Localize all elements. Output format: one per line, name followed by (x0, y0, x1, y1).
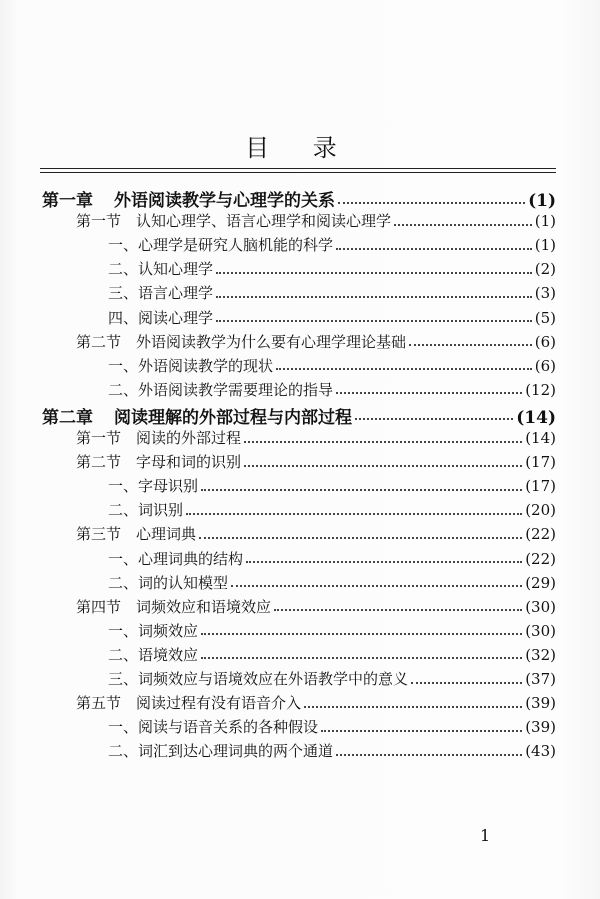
toc-leader-dots (321, 730, 522, 732)
title-rule-top (40, 168, 556, 169)
toc-leader-dots (411, 682, 522, 684)
toc-leader-dots (216, 320, 532, 322)
toc-entry-title: 字母和词的识别 (136, 453, 242, 472)
toc-entry-page: (1) (534, 212, 556, 231)
toc-entry-page: (30) (525, 621, 556, 640)
toc-entry-title: 心理词典的结构 (138, 549, 244, 568)
toc-entry-number: 第四节 (76, 597, 122, 616)
toc-entry-number: 一、 (108, 718, 139, 737)
toc-leader-dots (336, 754, 522, 756)
toc-entry-page: (17) (525, 477, 556, 496)
toc-subsection-entry (108, 572, 556, 593)
toc-leader-dots (201, 489, 522, 491)
toc-entry-number: 一、 (108, 236, 139, 255)
toc-chapter-entry (42, 186, 556, 211)
toc-entry-number: 二、 (108, 573, 139, 592)
toc-entry-page: (22) (525, 549, 556, 568)
toc-entry-number: 二、 (108, 645, 139, 664)
toc-leader-dots (276, 368, 532, 370)
toc-entry-title: 外语阅读教学与心理学的关系 (114, 191, 335, 211)
toc-subsection-entry (108, 355, 556, 376)
toc-subsection-entry (108, 499, 556, 520)
toc-entry-number: 一、 (108, 549, 139, 568)
toc-entry-page: (29) (525, 573, 556, 592)
toc-leader-dots (231, 585, 522, 587)
toc-subsection-entry (108, 740, 556, 761)
toc-entry-title: 词频效应和语境效应 (136, 597, 272, 616)
toc-entry-page: (1) (534, 236, 556, 255)
toc-leader-dots (355, 418, 513, 420)
toc-entry-page: (20) (525, 501, 556, 520)
toc-entry-page: (30) (525, 597, 556, 616)
toc-entry-page: (39) (525, 694, 556, 713)
toc-subsection-entry (108, 258, 556, 279)
toc-entry-title: 语言心理学 (138, 284, 214, 303)
toc-entry-page: (3) (534, 284, 556, 303)
title-rule-bottom (40, 172, 556, 173)
toc-entry-title: 词的认知模型 (138, 573, 229, 592)
toc-entry-page: (14) (516, 407, 556, 428)
toc-entry-number: 三、 (108, 670, 139, 688)
toc-entry-title: 阅读与语音关系的各种假设 (138, 718, 319, 737)
toc-entry-title: 阅读理解的外部过程与内部过程 (114, 407, 352, 428)
toc-entry-title: 认知心理学 (138, 260, 214, 279)
toc-leader-dots (304, 706, 522, 708)
toc-entry-number: 第一节 (76, 212, 122, 231)
toc-entry-number: 二、 (108, 380, 139, 399)
toc-entry-title: 阅读心理学 (138, 308, 214, 327)
toc-section-entry (76, 596, 556, 617)
toc-section-entry (76, 523, 556, 544)
toc-entry-title: 阅读过程有没有语音介入 (136, 694, 302, 713)
toc-leader-dots (274, 609, 522, 611)
toc-entry-page: (37) (525, 670, 556, 688)
toc-entry-page: (1) (528, 191, 556, 211)
toc-entry-number: 一、 (108, 621, 139, 640)
toc-entry-title: 认知心理学、语言心理学和阅读心理学 (136, 212, 392, 231)
toc-entry-page: (22) (525, 525, 556, 544)
toc-subsection-entry (108, 548, 556, 569)
toc-entry-title: 外语阅读教学为什么要有心理学理论基础 (136, 332, 407, 351)
toc-subsection-entry (108, 716, 556, 737)
toc-entry-page: (17) (525, 453, 556, 472)
toc-entry-title: 词频效应与语境效应在外语教学中的意义 (138, 670, 409, 688)
toc-leader-dots (201, 633, 522, 635)
toc-section-entry (76, 427, 556, 448)
toc-subsection-entry (108, 475, 556, 496)
toc-chapter-entry (42, 403, 556, 428)
toc-entry-number: 二、 (108, 260, 139, 279)
toc-entry-page: (39) (525, 718, 556, 737)
toc-entry-page: (6) (534, 356, 556, 375)
toc-entry-number: 一、 (108, 356, 139, 375)
toc-leader-dots (244, 465, 522, 467)
toc-entry-number: 第二节 (76, 332, 122, 351)
toc-leader-dots (409, 344, 532, 346)
toc-leader-dots (216, 296, 532, 298)
toc-entry-title: 语境效应 (138, 645, 199, 664)
toc-leader-dots (394, 224, 532, 226)
toc-entry-page: (6) (534, 332, 556, 351)
toc-entry-number: 四、 (108, 308, 139, 327)
toc-leader-dots (246, 561, 522, 563)
toc-entry-number: 三、 (108, 284, 139, 303)
toc-subsection-entry (108, 282, 556, 303)
toc-entry-title: 心理学是研究人脑机能的科学 (138, 236, 334, 255)
toc-entry-page: (2) (534, 260, 556, 279)
toc-entry-number: 第二节 (76, 453, 122, 472)
toc-leader-dots (336, 392, 522, 394)
toc-leader-dots (201, 657, 522, 659)
toc-leader-dots (186, 513, 522, 515)
toc-leader-dots (336, 248, 532, 250)
toc-entry-title: 外语阅读教学需要理论的指导 (138, 380, 334, 399)
toc-entry-title: 字母识别 (138, 477, 199, 496)
toc-entry-page: (5) (534, 308, 556, 327)
toc-entry-number: 第五节 (76, 694, 122, 713)
toc-section-entry (76, 451, 556, 472)
toc-section-entry (76, 692, 556, 713)
toc-entry-page: (12) (525, 380, 556, 399)
toc-entry-number: 一、 (108, 477, 139, 496)
toc-subsection-entry (108, 234, 556, 255)
toc-subsection-entry (108, 668, 556, 689)
toc-entry-number: 二、 (108, 742, 139, 761)
toc-entry-page: (14) (525, 429, 556, 447)
toc-entry-number: 第一节 (76, 429, 122, 447)
toc-entry-number: 第一章 (42, 191, 93, 211)
toc-leader-dots (338, 202, 525, 204)
page-number: 1 (480, 826, 491, 845)
toc-entry-number: 二、 (108, 501, 139, 520)
toc-leader-dots (216, 272, 532, 274)
toc-entry-title: 词汇到达心理词典的两个通道 (138, 742, 334, 761)
toc-section-entry (76, 331, 556, 352)
toc-subsection-entry (108, 307, 556, 328)
toc-entry-title: 词频效应 (138, 621, 199, 640)
toc-subsection-entry (108, 620, 556, 641)
toc-entry-number: 第三节 (76, 525, 122, 544)
toc-entry-title: 词识别 (138, 501, 184, 520)
toc-section-entry (76, 210, 556, 231)
toc-entry-number: 第二章 (42, 407, 93, 428)
toc-entry-title: 外语阅读教学的现状 (138, 356, 274, 375)
toc-leader-dots (244, 441, 522, 443)
toc-leader-dots (199, 537, 522, 539)
page-title: 目 录 (245, 134, 355, 162)
toc-entry-page: (32) (525, 645, 556, 664)
toc-subsection-entry (108, 379, 556, 400)
toc-subsection-entry (108, 644, 556, 665)
toc-entry-title: 心理词典 (136, 525, 197, 544)
toc-entry-title: 阅读的外部过程 (136, 429, 242, 447)
toc-entry-page: (43) (525, 742, 556, 761)
